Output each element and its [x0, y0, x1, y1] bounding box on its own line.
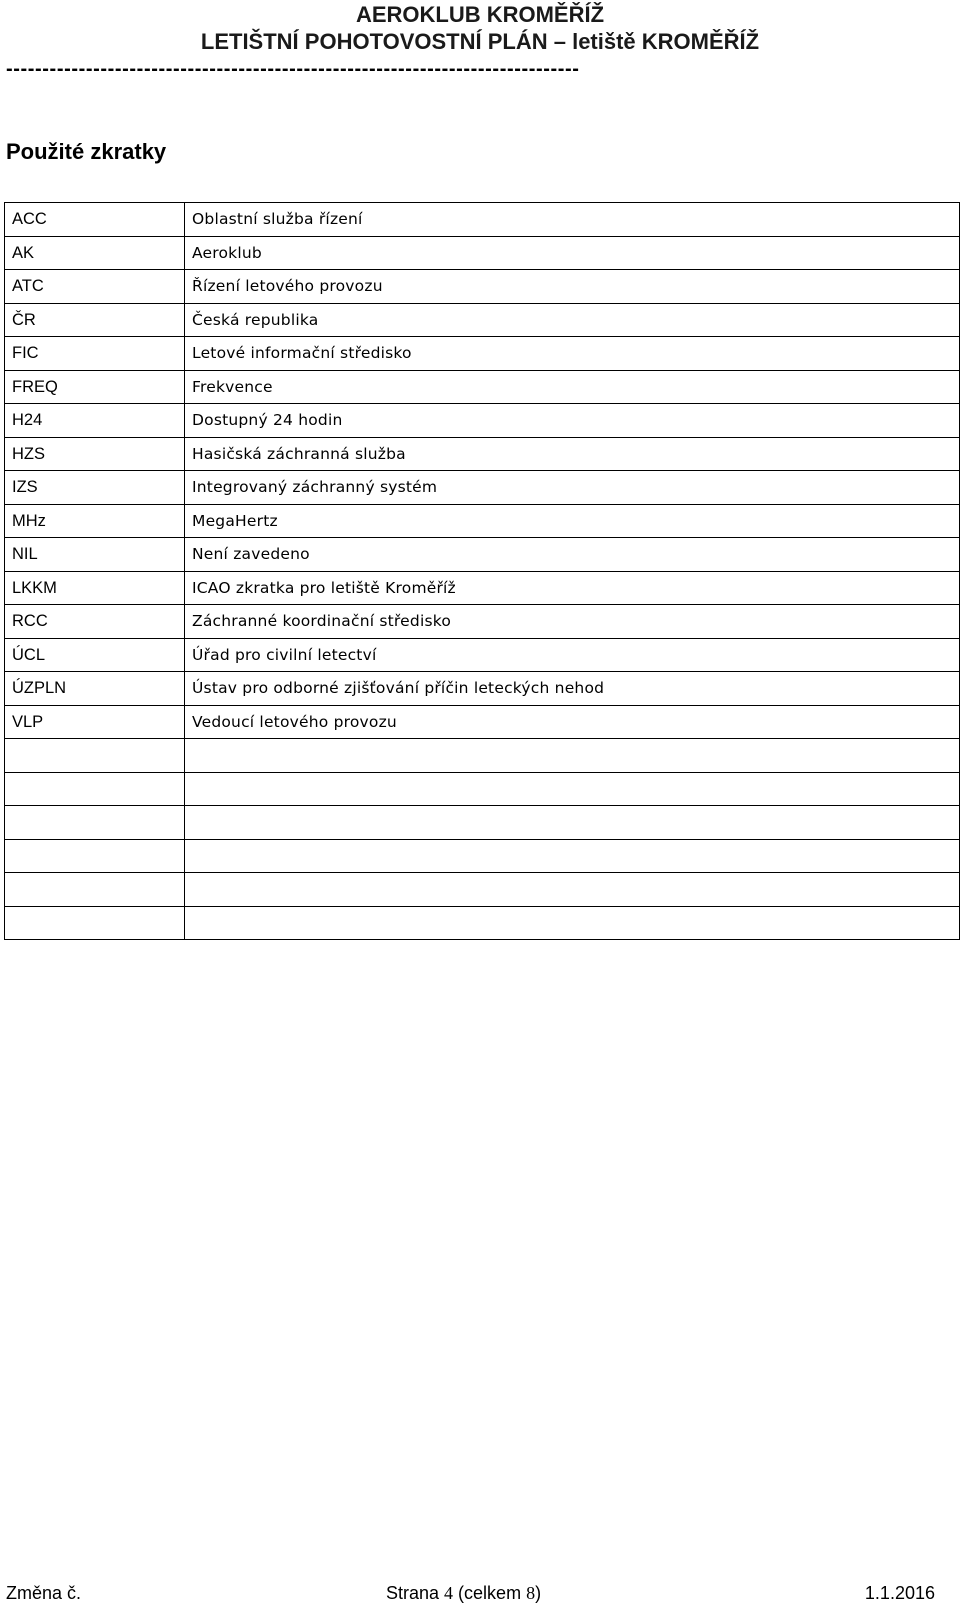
table-row [5, 337, 960, 371]
abbreviation-code: ATC [5, 270, 185, 304]
table-row [5, 303, 960, 337]
table-row [5, 739, 960, 773]
plan-title: LETIŠTNÍ POHOTOVOSTNÍ PLÁN – letiště KROMĚŘÍŽ [200, 29, 760, 54]
table-row [5, 236, 960, 270]
page-footer [0, 1582, 960, 1604]
abbreviation-code [5, 906, 185, 940]
abbreviation-code: ÚCL [5, 638, 185, 672]
abbreviation-code: ACC [5, 203, 185, 237]
document-header [0, 2, 960, 80]
abbreviation-code: ÚZPLN [5, 672, 185, 706]
abbreviation-code: ČR [5, 303, 185, 337]
abbreviation-code: FREQ [5, 370, 185, 404]
abbreviation-meaning: Integrovaný záchranný systém [185, 471, 960, 505]
abbreviation-meaning: Letové informační středisko [185, 337, 960, 371]
abbreviation-meaning [185, 806, 960, 840]
abbreviation-meaning: Česká republika [185, 303, 960, 337]
abbreviation-code: RCC [5, 605, 185, 639]
abbreviation-meaning: Frekvence [185, 370, 960, 404]
abbreviation-code: HZS [5, 437, 185, 471]
abbreviation-meaning: Dostupný 24 hodin [185, 404, 960, 438]
abbreviation-meaning: Úřad pro civilní letectví [185, 638, 960, 672]
total-prefix: (celkem [453, 1583, 527, 1603]
table-row [5, 906, 960, 940]
abbreviation-meaning [185, 906, 960, 940]
abbreviation-code [5, 739, 185, 773]
abbreviation-meaning: Oblastní služba řízení [185, 203, 960, 237]
abbreviation-meaning: Aeroklub [185, 236, 960, 270]
abbreviation-code: VLP [5, 705, 185, 739]
table-row [5, 404, 960, 438]
footer-date: 1.1.2016 [864, 1583, 935, 1603]
abbreviation-meaning [185, 739, 960, 773]
abbreviations-table-body [5, 203, 960, 940]
table-row [5, 839, 960, 873]
abbreviation-meaning: Vedoucí letového provozu [185, 705, 960, 739]
abbreviation-code: LKKM [5, 571, 185, 605]
abbreviation-meaning: Není zavedeno [185, 538, 960, 572]
abbreviation-code: H24 [5, 404, 185, 438]
table-row [5, 672, 960, 706]
abbreviation-meaning [185, 772, 960, 806]
table-row [5, 203, 960, 237]
table-row [5, 873, 960, 907]
total-pages: 8 [526, 1583, 536, 1603]
abbreviation-code [5, 839, 185, 873]
abbreviation-code: NIL [5, 538, 185, 572]
abbreviation-code [5, 873, 185, 907]
table-row [5, 437, 960, 471]
abbreviation-meaning [185, 873, 960, 907]
abbreviation-meaning: Hasičská záchranná služba [185, 437, 960, 471]
table-row [5, 270, 960, 304]
table-row [5, 571, 960, 605]
table-row [5, 638, 960, 672]
table-row [5, 705, 960, 739]
page-indicator [386, 1582, 541, 1604]
abbreviation-meaning: Záchranné koordinační středisko [185, 605, 960, 639]
table-row [5, 772, 960, 806]
abbreviation-code [5, 806, 185, 840]
abbreviation-code: AK [5, 236, 185, 270]
change-label: Změna č. [6, 1583, 82, 1603]
table-row [5, 538, 960, 572]
table-row [5, 504, 960, 538]
table-row [5, 370, 960, 404]
org-title: AEROKLUB KROMĚŘÍŽ [355, 2, 605, 27]
page-prefix: Strana [386, 1583, 445, 1603]
abbreviation-code: FIC [5, 337, 185, 371]
abbreviation-code [5, 772, 185, 806]
total-suffix: ) [535, 1583, 542, 1603]
abbreviation-code: MHz [5, 504, 185, 538]
abbreviation-meaning: ICAO zkratka pro letiště Kroměříž [185, 571, 960, 605]
abbreviation-meaning: Řízení letového provozu [185, 270, 960, 304]
table-row [5, 806, 960, 840]
table-row [5, 471, 960, 505]
abbreviation-meaning: Ústav pro odborné zjišťování příčin leteckých nehod [185, 672, 960, 706]
abbreviation-meaning: MegaHertz [185, 504, 960, 538]
page-number: 4 [444, 1583, 454, 1603]
abbreviations-table [4, 202, 960, 940]
section-title: Použité zkratky [6, 139, 167, 164]
abbreviation-code: IZS [5, 471, 185, 505]
abbreviation-meaning [185, 839, 960, 873]
header-dashed-rule: ------------------------------------------------------------------------------- [6, 58, 580, 80]
table-row [5, 605, 960, 639]
